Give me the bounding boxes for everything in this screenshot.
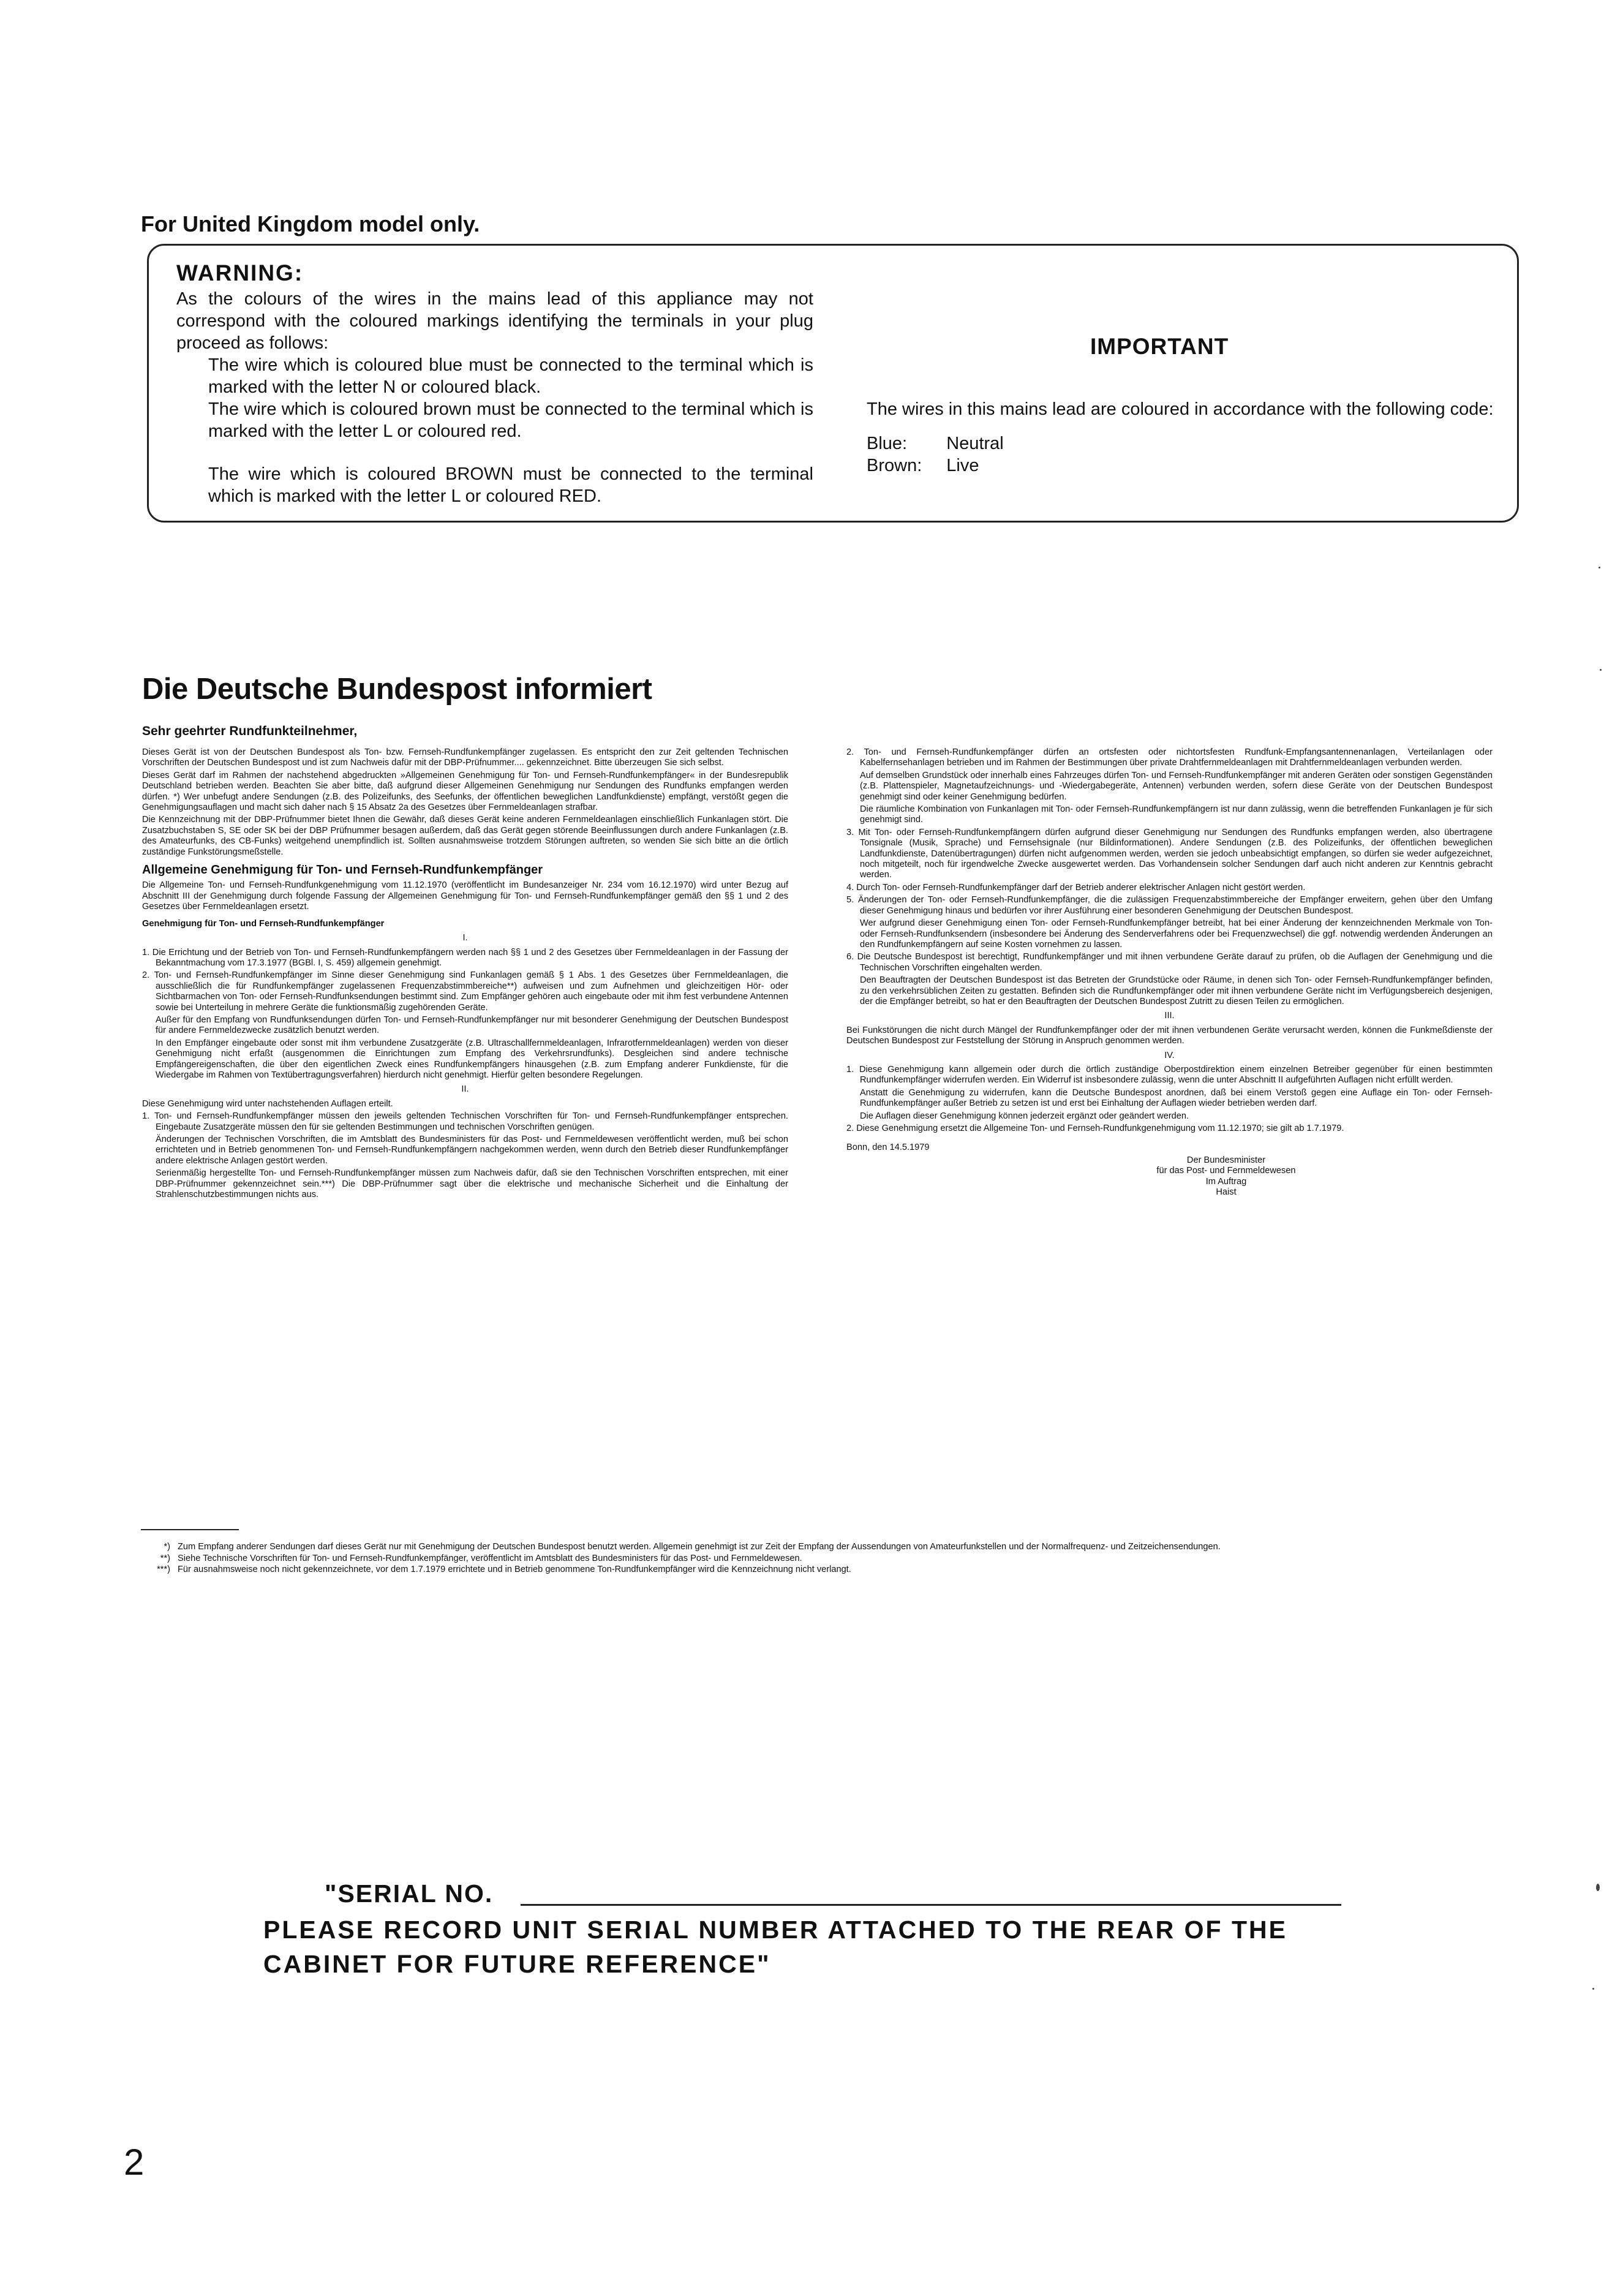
- list-item: 4. Durch Ton- oder Fernseh-Rundfunkempfänger darf der Betrieb anderer elektrischer Anlagen nicht gestört werden.: [846, 882, 1306, 893]
- paragraph: Diese Genehmigung wird unter nachstehenden Auflagen erteilt.: [142, 1098, 393, 1109]
- section-number: III.: [1164, 1011, 1175, 1021]
- paragraph: Bei Funkstörungen die nicht durch Mängel der Rundfunkempfänger oder der mit ihnen verbundenen Geräte verursacht werden, können die Funkmeßdienste der Deutschen Bundespost zur Feststellung der Störung in Anspruch genommen werden.: [846, 1025, 1493, 1046]
- section-number: IV.: [1164, 1050, 1175, 1060]
- wire-code-row: [867, 432, 1028, 455]
- signature-line: Haist: [1216, 1187, 1237, 1198]
- list-item: 2. Ton- und Fernseh-Rundfunkempfänger im Sinne dieser Genehmigung sind Funkanlagen gemäß § 1 Abs. 1 des Gesetzes über Fernmeldeanlagen, die ausschließlich die für Rundfunkempfänger zugelassenen Frequenzabstimmbereiche**) aufweisen und zum Aufnehmen und gleichzeitigen Hör- oder Sichtbarmachen von Ton- oder Fernseh-Rundfunksendungen bestimmt sind. Zum Empfänger gehören auch eingebaute oder mit ihm fest verbundene Antennen sowie bei Unterteilung in mehrere Geräte die funktionsmäßig zugehörenden Geräte.: [142, 970, 788, 1013]
- code-brown-value: Live: [946, 456, 979, 475]
- serial-fill-line: [521, 1904, 1341, 1906]
- signature-block: [1055, 1155, 1398, 1198]
- code-blue-label: Blue:: [867, 434, 908, 453]
- scan-speck: [1592, 1988, 1594, 1990]
- list-item: 6. Die Deutsche Bundespost ist berechtigt, Rundfunkempfänger und mit ihnen verbundene Geräte darauf zu prüfen, ob die Auflagen der Genehmigung und die Technischen Vorschriften eingehalten werden.: [846, 952, 1493, 973]
- paragraph: Serienmäßig hergestellte Ton- und Fernseh-Rundfunkempfänger müssen zum Nachweis dafür, daß sie den Technischen Vorschriften entsprechen, mit einer DBP-Prüfnummer gekennzeichnet sein.***) Die DBP-Prüfnummer sagt über die elektrische und mechanische Sicherheit und die Einhaltung der Strahlenschutzbestimmungen nichts aus.: [156, 1168, 788, 1200]
- list-item: 3. Mit Ton- oder Fernseh-Rundfunkempfängern dürfen aufgrund dieser Genehmigung nur Sendungen des Rundfunks empfangen werden, also übertragene Tonsignale (Musik, Sprache) und Fernsehsignale (nur Bildinformationen). Andere Sendungen (z.B. des Polizeifunks, der öffentlichen beweglichen Landfunkdienste, Datenübertragungen) dürfen nicht aufgenommen werden, werden sie jedoch unbeabsichtigt empfangen, so dürfen sie weder aufgezeichnet, noch mitgeteilt, noch für irgendwelche Zwecke ausgewertet werden. Das Vorhandensein solcher Sendungen darf auch nicht anderen zur Kenntnis gebracht werden.: [846, 827, 1493, 880]
- signature-line: Der Bundesminister: [1186, 1155, 1266, 1165]
- list-item: 1. Diese Genehmigung kann allgemein oder durch die örtlich zuständige Oberpostdirektion einem einzelnen Betreiber gegenüber für einen bestimmten Rundfunkempfänger widerrufen werden. Ein Widerruf ist insbesondere zulässig, wenn die unter Abschnitt II aufgeführten Auflagen nicht erfüllt werden.: [846, 1064, 1493, 1086]
- wire-code-row: [867, 455, 1028, 477]
- section-number: I.: [462, 933, 468, 943]
- permit-heading: Genehmigung für Ton- und Fernseh-Rundfunkempfänger: [142, 918, 385, 929]
- serial-instructions: [263, 1913, 1537, 1981]
- footnote-mark: ***): [157, 1565, 170, 1574]
- warning-title: WARNING:: [176, 260, 304, 285]
- paragraph: Die Auflagen dieser Genehmigung können jederzeit ergänzt oder geändert werden.: [860, 1111, 1189, 1121]
- code-blue-value: Neutral: [946, 434, 1004, 453]
- paragraph: Dieses Gerät ist von der Deutschen Bundespost als Ton- bzw. Fernseh-Rundfunkempfänger zugelassen. Es entspricht den zur Zeit geltenden Technischen Vorschriften der Deutschen Bundespost und ist zum Nachweis dafür mit der DBP-Prüfnummer.... gekennzeichnet. Bitte überzeugen Sie sich selbst.: [142, 747, 788, 768]
- code-brown-label: Brown:: [867, 456, 922, 475]
- serial-instruction-line: PLEASE RECORD UNIT SERIAL NUMBER ATTACHED TO THE REAR OF THE: [263, 1916, 1287, 1944]
- paragraph: Wer aufgrund dieser Genehmigung einen Ton- oder Fernseh-Rundfunkempfänger betreibt, hat bei einer Änderung der kennzeichnenden Merkmale von Ton- oder Fernseh-Rundfunksendern (insbesondere bei Änderung des Senderverfahrens oder bei Frequenzwechsel) die ggf. notwendig werdenden Änderungen an den Rundfunkempfängern auf seine Kosten vornehmen zu lassen.: [860, 918, 1493, 950]
- footnote: [140, 1564, 1512, 1576]
- scan-speck: [1596, 1884, 1600, 1891]
- footnote-text: Siehe Technische Vorschriften für Ton- und Fernseh-Rundfunkempfänger, veröffentlicht im Amtsblatt des Bundesministers für das Post- und Fernmeldewesen.: [178, 1553, 802, 1563]
- page-number: 2: [124, 2142, 145, 2183]
- de-salutation: Sehr geehrter Rundfunkteilnehmer,: [142, 724, 358, 738]
- important-title: IMPORTANT: [1090, 334, 1229, 359]
- footnote-text: Für ausnahmsweise noch nicht gekennzeichnete, vor dem 1.7.1979 errichtete und in Betrieb genommene Ton-Rundfunkempfänger wird die Kennzeichnung nicht verlangt.: [178, 1565, 851, 1574]
- signature-line: Im Auftrag: [1205, 1176, 1247, 1187]
- footnote-mark: **): [160, 1553, 170, 1563]
- section-number: II.: [461, 1084, 469, 1095]
- signature-line: für das Post- und Fernmeldewesen: [1156, 1166, 1296, 1176]
- de-title: Die Deutsche Bundespost informiert: [142, 673, 652, 706]
- footnote-mark: *): [164, 1542, 170, 1552]
- paragraph: Dieses Gerät darf im Rahmen der nachstehend abgedruckten »Allgemeinen Genehmigung für Ton- und Fernseh-Rundfunkempfänger« in der Bundesrepublik Deutschland betrieben werden. Beachten Sie aber bitte, daß aufgrund dieser Allgemeinen Genehmigung nur Sendungen des Rundfunks empfangen werden dürfen. *) Wer unbefugt andere Sendungen (z.B. des Polizeifunks, des Seefunks, der öffentlichen beweglichen Landfunkdienste) empfängt, verstößt gegen die Genehmigungsauflagen und macht sich daher nach § 15 Absatz 2a des Gesetzes über Fernmeldeanlagen strafbar.: [142, 770, 788, 813]
- footnote-rule: [141, 1529, 239, 1530]
- de-left-column: [142, 747, 788, 1202]
- paragraph: Außer für den Empfang von Rundfunksendungen dürfen Ton- und Fernseh-Rundfunkempfänger nur mit besonderer Genehmigung der Deutschen Bundespost für andere Fernmeldezwecke zusätzlich benutzt werden.: [156, 1014, 788, 1036]
- paragraph: Den Beauftragten der Deutschen Bundespost ist das Betreten der Grundstücke oder Räume, in denen sich Ton- oder Fernseh-Rundfunkempfänger befinden, zu den verkehrsüblichen Zeiten zu gestatten. Befinden sich die Rundfunkempfänger oder mit ihnen verbundene Geräte nicht im Verfügungsbereich desjenigen, der die Empfänger betreibt, so hat er den Beauftragten der Deutschen Bundespost Zutritt zu diesen Teilen zu ermöglichen.: [860, 975, 1493, 1006]
- list-item: 1. Ton- und Fernseh-Rundfunkempfänger müssen den jeweils geltenden Technischen Vorschriften für Ton- und Fernseh-Rundfunkempfänger entsprechen. Eingebaute Zusatzgeräte müssen den für sie geltenden Bestimmungen und technischen Vorschriften genügen.: [142, 1111, 788, 1132]
- wire-code-table: [867, 432, 1028, 477]
- footnote-text: Zum Empfang anderer Sendungen darf dieses Gerät nur mit Genehmigung der Deutschen Bundespost benutzt werden. Allgemein genehmigt ist zur Zeit der Empfang der Aussendungen von Amateurfunkstellen und der Normalfrequenz- und Zeitzeichensendungen.: [178, 1542, 1221, 1552]
- list-item: 5. Änderungen der Ton- oder Fernseh-Rundfunkempfänger, die die zulässigen Frequenzabstimmbereiche der Empfänger erweitern, gehen über den Umfang dieser Genehmigung hinaus und bedürfen vor ihrer Ausführung einer besonderen Genehmigung der Deutschen Bundespost.: [846, 895, 1493, 916]
- paragraph: Änderungen der Technischen Vorschriften, die im Amtsblatt des Bundesministers für das Post- und Fernmeldewesen veröffentlicht werden, muß bei schon errichteten und in Betrieb genommenen Ton- und Fernseh-Rundfunkempfängern nachgekommen werden, wenn durch den Betrieb dieser Rundfunkempfänger andere elektrische Anlagen gestört werden.: [156, 1135, 788, 1166]
- paragraph: Die Allgemeine Ton- und Fernseh-Rundfunkgenehmigung vom 11.12.1970 (veröffentlicht im Bundesanzeiger Nr. 234 vom 16.12.1970) wird unter Bezug auf Abschnitt III der Genehmigung durch folgende Fassung der Allgemeinen Genehmigung für Ton- und Fernseh-Rundfunkempfänger gemäß den §§ 1 und 2 des Gesetzes über Fernmeldeanlagen ersetzt.: [142, 880, 788, 912]
- scan-speck: [1599, 567, 1600, 568]
- warning-panel: [176, 262, 813, 507]
- paragraph: Die räumliche Kombination von Funkanlagen mit Ton- oder Fernseh-Rundfunkempfängern ist nur dann zulässig, wenn die betreffenden Funkanlagen je für sich genehmigt sind.: [860, 804, 1493, 825]
- warning-intro: As the colours of the wires in the mains lead of this appliance may not correspond with the coloured markings identifying the terminals in your plug proceed as follows:: [176, 289, 813, 353]
- list-item: 1. Die Errichtung und der Betrieb von Ton- und Fernseh-Rundfunkempfängern werden nach §§ 1 und 2 des Gesetzes über Fernmeldeanlagen in der Fassung der Bekanntmachung vom 17.3.1977 (BGBl. I, S. 459) allgemein genehmigt.: [142, 947, 788, 968]
- warning-blue-wire: The wire which is coloured blue must be connected to the terminal which is marked with the letter N or coloured black.: [208, 355, 813, 397]
- paragraph: Auf demselben Grundstück oder innerhalb eines Fahrzeuges dürfen Ton- und Fernseh-Rundfunkempfänger mit anderen Geräten oder sonstigen Gegenständen (z.B. Plattenspieler, Magnetaufzeichnungs- und -Wiedergabegeräte, Antennen) verbunden werden, sofern diese Geräte von der Deutschen Bundespost genehmigt sind oder keiner Genehmigung bedürfen.: [860, 770, 1493, 802]
- place-date: Bonn, den 14.5.1979: [846, 1142, 930, 1153]
- footnote: [140, 1553, 1512, 1565]
- paragraph: Anstatt die Genehmigung zu widerrufen, kann die Deutsche Bundespost anordnen, daß bei einem Verstoß gegen eine Auflage ein Ton- oder Fernseh-Rundfunkempfänger außer Betrieb zu setzen ist und erst bei Einhaltung der Auflagen wieder betrieben werden darf.: [860, 1087, 1493, 1109]
- footnote: [140, 1541, 1512, 1553]
- general-permit-heading: Allgemeine Genehmigung für Ton- und Fernseh-Rundfunkempfänger: [142, 863, 543, 877]
- scan-speck: [1600, 669, 1602, 671]
- list-item: 2. Diese Genehmigung ersetzt die Allgemeine Ton- und Fernseh-Rundfunkgenehmigung vom 11.12.1970; sie gilt ab 1.7.1979.: [846, 1123, 1344, 1133]
- uk-model-heading: For United Kingdom model only.: [141, 211, 480, 236]
- warning-brown-wire-caps: The wire which is coloured BROWN must be connected to the terminal which is marked with the letter L or coloured RED.: [208, 464, 813, 506]
- serial-label: "SERIAL NO.: [325, 1879, 494, 1908]
- de-right-column: [846, 747, 1493, 1198]
- footnotes: [140, 1541, 1512, 1576]
- list-item: 2. Ton- und Fernseh-Rundfunkempfänger dürfen an ortsfesten oder nichtortsfesten Rundfunk-Empfangsantennenanlagen, Verteilanlagen oder Kabelfernsehanlagen betrieben und im Rahmen der Bestimmungen über private Drahtfernmeldeanlagen mit Drahtfernmeldeanlagen verbunden werden.: [846, 747, 1493, 768]
- paragraph: In den Empfänger eingebaute oder sonst mit ihm verbundene Zusatzgeräte (z.B. Ultraschallfernmeldeanlagen, Infrarotfernmeldeanlagen) werden von dieser Genehmigung nicht erfaßt (ausgenommen die Einrichtungen zum Empfang des Verkehrsrundfunks). Desgleichen sind andere technische Empfängereigenschaften, die über den eigentlichen Zweck eines Rundfunkempfängers hinausgehen (z.B. zum Empfang anderer Funkdienste, für die Wiedergabe im Rahmen von Textübertragungsverfahren) hierdurch nicht genehmigt. Hierfür gelten besondere Regelungen.: [156, 1038, 788, 1080]
- important-text: The wires in this mains lead are coloured in accordance with the following code:: [867, 399, 1494, 419]
- serial-instruction-line: CABINET FOR FUTURE REFERENCE": [263, 1950, 771, 1978]
- important-panel: [867, 398, 1504, 477]
- paragraph: Die Kennzeichnung mit der DBP-Prüfnummer bietet Ihnen die Gewähr, daß dieses Gerät keine anderen Fernmeldeanlagen einschließlich Funkanlagen stört. Die Zusatzbuchstaben S, SE oder SK bei der DBP Prüfnummer besagen außerdem, daß das Gerät gegen störende Beeinflussungen durch andere Funkanlagen (z.B. des Amateurfunks, des CB-Funks) weitgehend unempfindlich ist. Sollten ausnahmsweise trotzdem Störungen auftreten, so wenden Sie sich bitte an die örtlich zuständige Funkstörungsmeßstelle.: [142, 815, 788, 857]
- warning-brown-wire: The wire which is coloured brown must be connected to the terminal which is marked with the letter L or coloured red.: [208, 399, 813, 441]
